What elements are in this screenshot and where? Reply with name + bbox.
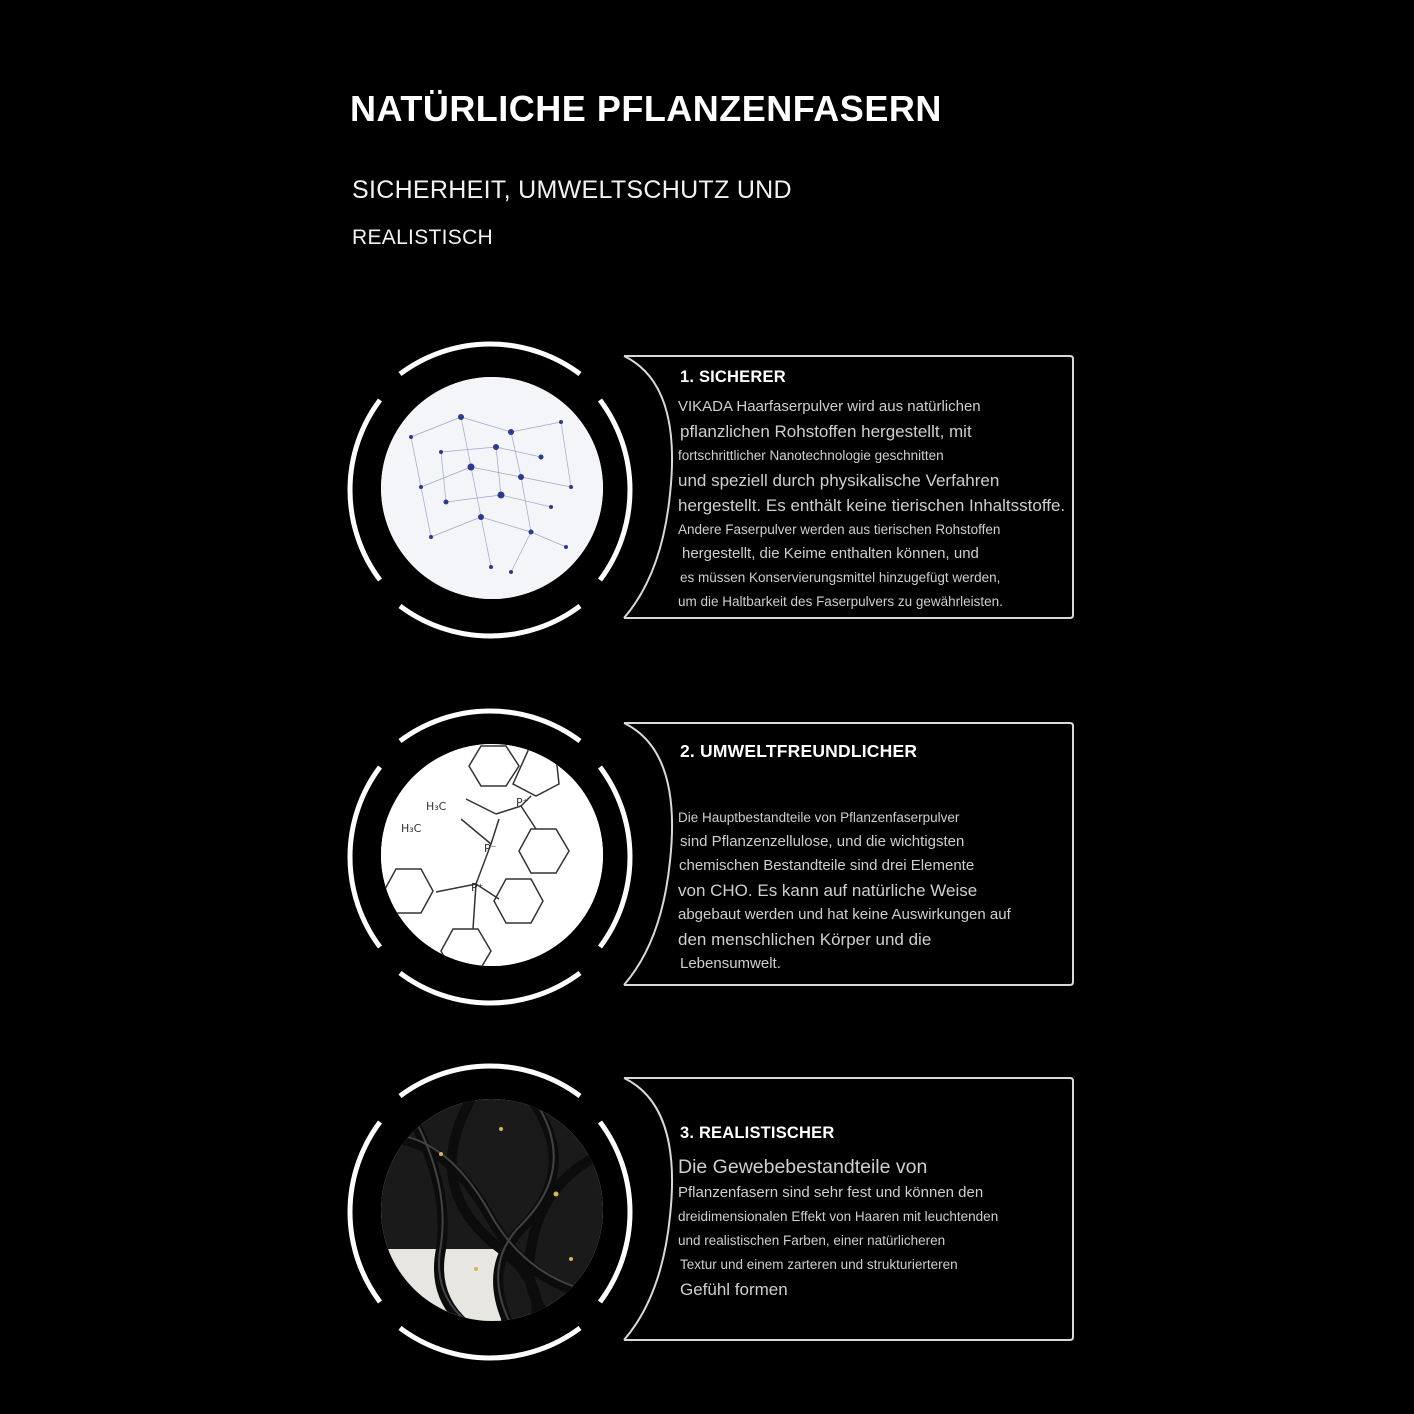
- hair-fiber-closeup-icon: [381, 1099, 603, 1321]
- feature-text-line: abgebaut werden und hat keine Auswirkungen auf: [678, 906, 1011, 923]
- feature-text-line: hergestellt. Es enthält keine tierischen Inhaltsstoffe.: [678, 496, 1066, 515]
- feature-text-line: Gefühl formen: [680, 1280, 788, 1299]
- feature-text-line: VIKADA Haarfaserpulver wird aus natürlichen: [678, 398, 981, 415]
- feature-text-line: Die Gewebebestandteile von: [678, 1156, 928, 1178]
- feature-text-line: Pflanzenfasern sind sehr fest und können den: [678, 1184, 984, 1201]
- feature-text-line: Andere Faserpulver werden aus tierischen Rohstoffen: [678, 522, 1001, 537]
- feature-heading: 3. REALISTISCHER: [680, 1124, 835, 1142]
- feature-text-line: hergestellt, die Keime enthalten können, und: [682, 545, 979, 562]
- page-subtitle-line2: REALISTISCH: [352, 226, 493, 249]
- page-subtitle-line1: SICHERHEIT, UMWELTSCHUTZ UND: [352, 176, 792, 204]
- feature-safer: [340, 340, 1080, 640]
- feature-text-line: Die Hauptbestandteile von Pflanzenfaserpulver: [678, 810, 960, 825]
- feature-heading: 2. UMWELTFREUNDLICHER: [680, 741, 918, 761]
- feature-realistic: [340, 1062, 1080, 1362]
- feature-text-line: um die Haltbarkeit des Faserpulvers zu gewährleisten.: [678, 594, 1003, 609]
- svg-text:P⁺: P⁺: [471, 881, 484, 894]
- feature-text-line: pflanzlichen Rohstoffen hergestellt, mit: [680, 422, 972, 441]
- feature-text-line: dreidimensionalen Effekt von Haaren mit leuchtenden: [678, 1209, 999, 1224]
- feature-text-line: Lebensumwelt.: [680, 955, 781, 972]
- feature-text-line: chemischen Bestandteile sind drei Elemente: [679, 857, 975, 874]
- feature-heading: 1. SICHERER: [680, 368, 786, 386]
- chemical-structure-icon: [381, 744, 603, 966]
- feature-text-line: und speziell durch physikalische Verfahren: [678, 471, 1000, 490]
- svg-text:H₃C: H₃C: [426, 800, 447, 813]
- page-title: NATÜRLICHE PFLANZENFASERN: [350, 88, 942, 129]
- feature-text-line: Textur und einem zarteren und strukturierteren: [680, 1257, 958, 1272]
- svg-text:P⁺: P⁺: [516, 796, 529, 809]
- svg-text:H₃C: H₃C: [401, 822, 422, 835]
- feature-text-line: und realistischen Farben, einer natürlicheren: [678, 1233, 946, 1248]
- feature-text-line: den menschlichen Körper und die: [678, 930, 932, 949]
- feature-text-line: sind Pflanzenzellulose, und die wichtigsten: [680, 833, 965, 850]
- feature-text-line: von CHO. Es kann auf natürliche Weise: [678, 881, 978, 900]
- feature-text-line: fortschrittlicher Nanotechnologie geschnitten: [678, 448, 944, 463]
- feature-eco-friendly: [340, 707, 1080, 1007]
- feature-text-line: es müssen Konservierungsmittel hinzugefügt werden,: [680, 570, 1001, 585]
- molecular-network-icon: [381, 377, 603, 599]
- svg-text:P⁻: P⁻: [484, 842, 497, 855]
